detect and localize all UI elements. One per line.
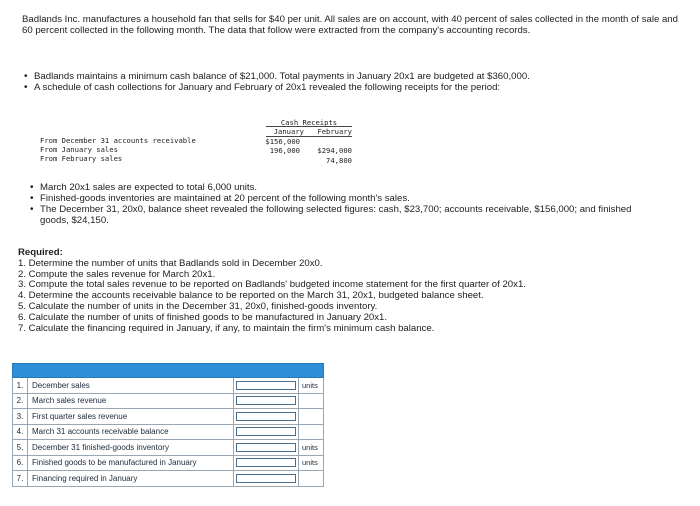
unit-label: units [302, 380, 318, 390]
unit-label [299, 394, 323, 409]
answer-row [12, 409, 324, 425]
required-item: 6. Calculate the number of units of finished goods to be manufactured in January 20x1. [18, 311, 388, 323]
bullet-icon: • [30, 182, 34, 193]
answer-row [12, 425, 324, 441]
required-item: 4. Determine the accounts receivable balance to be reported on the March 31, 20x1, budgeted balance sheet. [18, 290, 484, 302]
answer-input-finished-goods-manufactured[interactable] [236, 458, 296, 467]
required-item: 7. Calculate the financing required in January, if any, to maintain the firm's minimum cash balance. [18, 322, 435, 334]
row-number: 3. [13, 409, 28, 424]
required-section [18, 248, 678, 334]
bullet-list-top [24, 71, 664, 93]
row-label: First quarter sales revenue [28, 409, 234, 424]
bullet-icon: • [30, 204, 34, 215]
cell-february: $294,000 [317, 146, 352, 155]
answer-grid-header [12, 363, 324, 378]
bullet-item [30, 204, 650, 226]
answer-cell [234, 456, 299, 471]
bullet-list-middle [30, 182, 650, 226]
bullet-text: March 20x1 sales are expected to total 6,000 units. [40, 182, 258, 193]
answer-grid [12, 363, 324, 487]
required-item: 1. Determine the number of units that Badlands sold in December 20x0. [18, 257, 323, 269]
bullet-item [24, 82, 664, 93]
problem-intro: Badlands Inc. manufactures a household fan that sells for $40 per unit. All sales are on account, with 40 percent of sales collected in the month of sale and 60 percent collected in the following month. The data that follow were extracted from the company's accounting records. [22, 14, 678, 36]
unit-label: units [302, 458, 318, 468]
unit-label [299, 425, 323, 440]
bullet-text: Badlands maintains a minimum cash balance of $21,000. Total payments in January 20x1 are budgeted at $360,000. [34, 71, 530, 82]
row-number: 4. [13, 425, 28, 440]
answer-cell [234, 440, 299, 455]
row-number: 7. [13, 471, 28, 486]
column-header-february: February [317, 127, 352, 136]
bullet-text: The December 31, 20x0, balance sheet revealed the following selected figures: cash, $23,700; accounts receivable, $156,000; and finished goods, $24,150. [40, 204, 632, 226]
answer-input-december-sales[interactable] [236, 381, 296, 390]
bullet-icon: • [24, 82, 28, 93]
answer-row [12, 378, 324, 394]
answer-input-december-31-finished-goods[interactable] [236, 443, 296, 452]
row-label: From January sales [40, 145, 118, 154]
row-number: 1. [13, 378, 28, 393]
answer-cell [234, 425, 299, 440]
required-item: 3. Compute the total sales revenue to be reported on Badlands' budgeted income statement for the first quarter of 20x1. [18, 279, 526, 291]
answer-row [12, 456, 324, 472]
unit-label [299, 409, 323, 424]
bullet-item [24, 71, 664, 82]
row-label: Finished goods to be manufactured in January [28, 456, 234, 471]
bullet-text: Finished-goods inventories are maintained at 20 percent of the following month's sales. [40, 193, 410, 204]
row-label: From February sales [40, 154, 123, 163]
answer-input-financing-required[interactable] [236, 474, 296, 483]
answer-input-march-sales-revenue[interactable] [236, 396, 296, 405]
row-number: 2. [13, 394, 28, 409]
answer-cell [234, 409, 299, 424]
cell-january: 196,000 [269, 146, 300, 155]
required-item: 2. Compute the sales revenue for March 20x1. [18, 268, 216, 280]
row-label: Financing required in January [28, 471, 234, 486]
row-label: December sales [28, 378, 234, 393]
answer-row [12, 440, 324, 456]
cash-receipts-title: Cash Receipts [280, 118, 338, 127]
row-number: 5. [13, 440, 28, 455]
column-header-january: January [273, 127, 304, 136]
cell-january: $156,000 [265, 137, 300, 146]
bullet-text: A schedule of cash collections for January and February of 20x1 revealed the following receipts for the period: [34, 82, 501, 93]
required-item: 5. Calculate the number of units in the December 31, 20x0, finished-goods inventory. [18, 300, 378, 312]
answer-input-march-31-accounts-receivable[interactable] [236, 427, 296, 436]
bullet-icon: • [24, 71, 28, 82]
unit-label: units [302, 442, 318, 452]
answer-row [12, 394, 324, 410]
row-label: December 31 finished-goods inventory [28, 440, 234, 455]
row-number: 6. [13, 456, 28, 471]
unit-label [299, 471, 323, 486]
answer-cell [234, 394, 299, 409]
answer-input-first-quarter-sales-revenue[interactable] [236, 412, 296, 421]
answer-cell [234, 471, 299, 486]
answer-cell [234, 378, 299, 393]
bullet-icon: • [30, 193, 34, 204]
row-label: March 31 accounts receivable balance [28, 425, 234, 440]
row-label: March sales revenue [28, 394, 234, 409]
required-title: Required: [18, 247, 63, 258]
row-label: From December 31 accounts receivable [40, 136, 196, 145]
answer-row [12, 471, 324, 487]
cell-february: 74,800 [326, 156, 352, 165]
bullet-item [30, 193, 650, 204]
bullet-item [30, 182, 650, 193]
